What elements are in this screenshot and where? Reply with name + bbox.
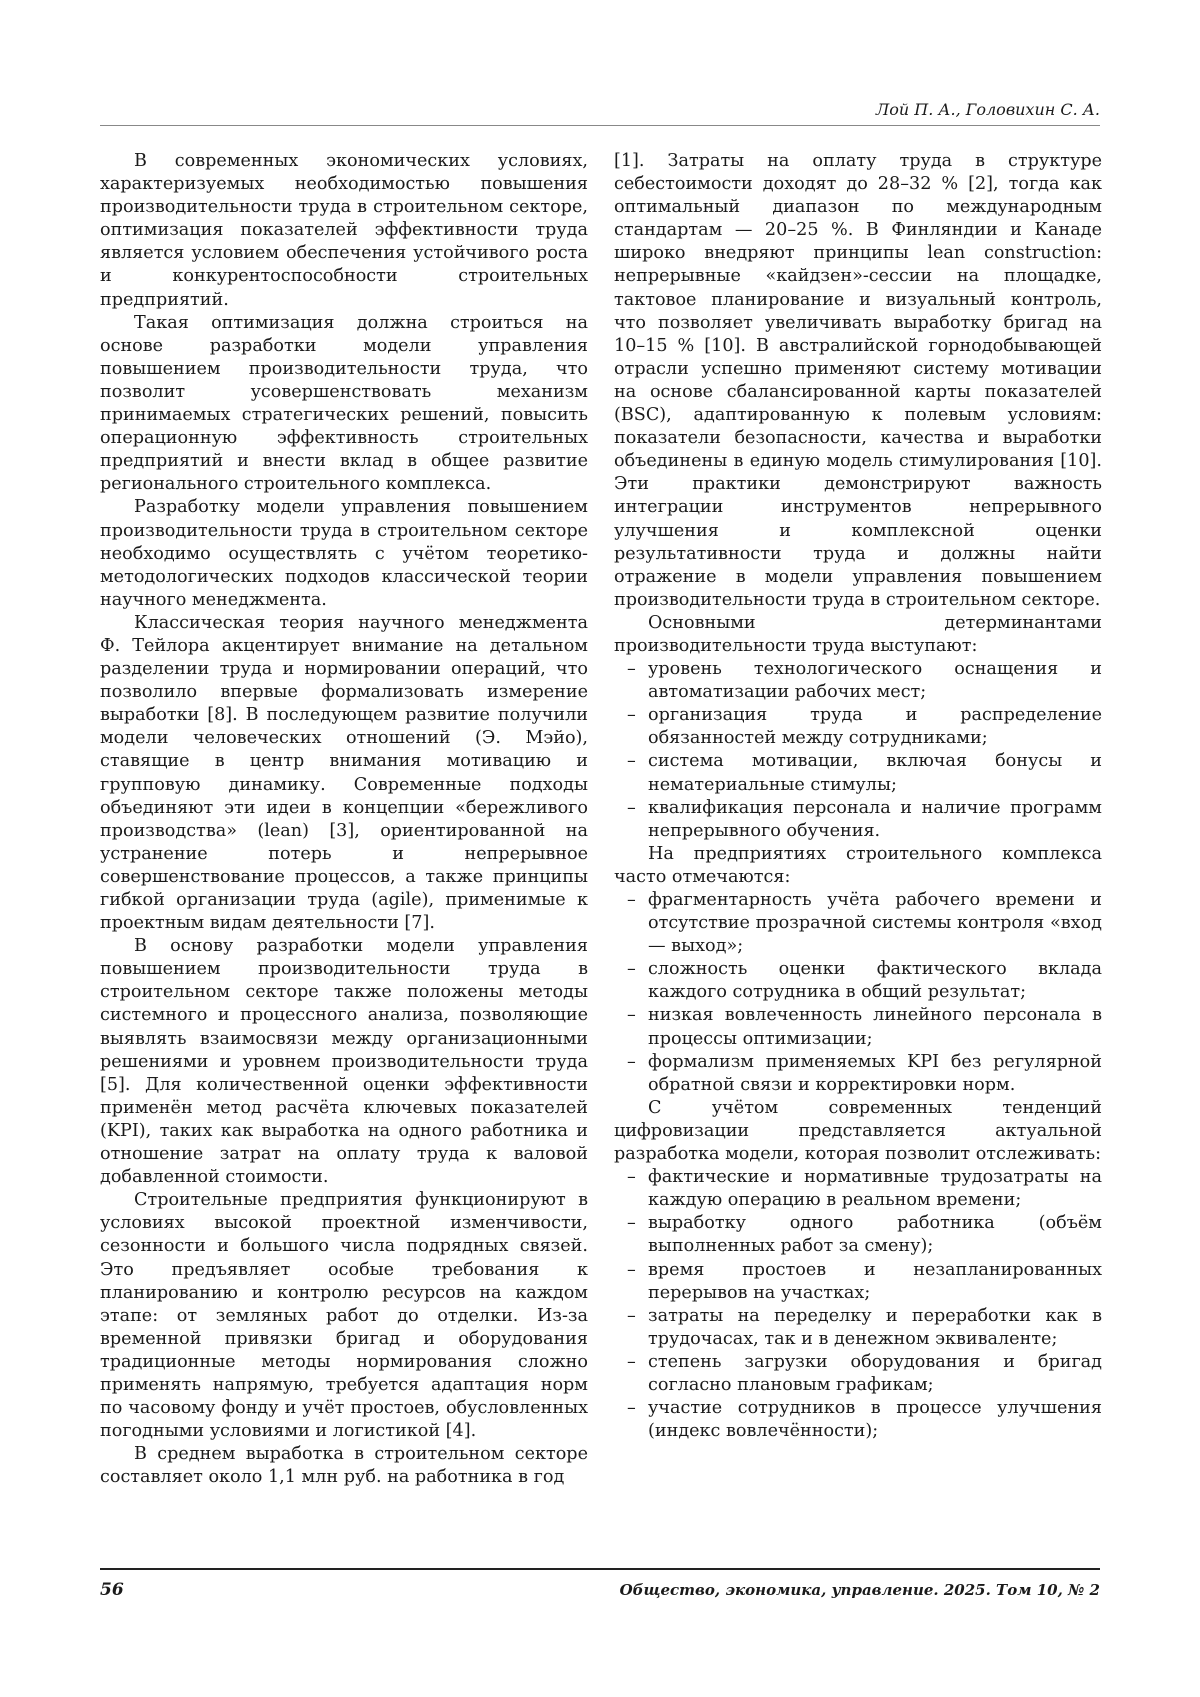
list-intro: С учётом современных тенденций цифровизации представляется актуальной разработка модели, которая позволит отслеживать: (614, 1097, 1102, 1165)
list-item-text: время простоев и незапланированных перерывов на участках; (648, 1259, 1102, 1303)
paragraph: Разработку модели управления повышением производительности труда в строительном секторе необходимо осуществлять с учётом теоретико-методологических подходов классической теории научного менеджмента. (100, 497, 588, 610)
list-item-text: участие сотрудников в процессе улучшения (индекс вовлечённости); (648, 1398, 1102, 1442)
problems-list (614, 889, 1102, 1097)
dash-bullet: – (627, 1167, 636, 1188)
paragraph: Классическая теория научного менеджмента Ф. Тейлора акцентирует внимание на детальном разделении труда и нормировании операций, что позволило впервые формализовать измерение выработки [8]. В последующем развитие получили модели человеческих отношений (Э. Мэйо), ставящие в центр внимания мотивацию и групповую динамику. Современные подходы объединяют эти идеи в концепции «бережливого производства» (lean) [3], ориентированной на устранение потерь и непрерывное совершенствование процессов, а также принципы гибкой организации труда (agile), применимые к проектным видам деятельности [7]. (100, 612, 588, 934)
paragraph: [1]. Затраты на оплату труда в структуре себестоимости доходят до 28–32 % [2], тогда как оптимальный диапазон по международным стандартам — 20–25 %. В Финляндии и Канаде широко внедряют принципы lean construction: непрерывные «кайдзен»-сессии на площадке, тактовое планирование и визуальный контроль, что позволяет увеличивать выработку бригад на 10–15 % [10]. В австралийской горнодобывающей отрасли успешно применяют систему мотивации на основе сбалансированной карты показателей (BSC), адаптированную к полевым условиям: показатели безопасности, качества и выработки объединены в единую модель стимулирования [10]. Эти практики демонстрируют важность интеграции инструментов непрерывного улучшения и комплексной оценки результативности труда и должны найти отражение в модели управления повышением производительности труда в строительном секторе. (614, 151, 1102, 610)
list-item (614, 1051, 1102, 1097)
list-item (614, 1166, 1102, 1212)
list-item (614, 1004, 1102, 1050)
list-item (614, 1397, 1102, 1443)
list-item-text: сложность оценки фактического вклада каждого сотрудника в общий результат; (648, 959, 1102, 1003)
dash-bullet: – (627, 659, 636, 680)
dash-bullet: – (627, 1351, 636, 1372)
header-divider (100, 125, 1100, 126)
dash-bullet: – (627, 890, 636, 910)
tracking-list (614, 1166, 1102, 1443)
list-item (614, 658, 1102, 704)
list-item (614, 750, 1102, 796)
dash-bullet: – (627, 705, 636, 726)
list-item (614, 889, 1102, 958)
list-item-text: низкая вовлеченность линейного персонала в процессы оптимизации; (648, 1005, 1102, 1049)
list-intro: Основными детерминантами производительности труда выступают: (614, 612, 1102, 656)
list-item (614, 1212, 1102, 1258)
list-item-text: система мотивации, включая бонусы и нематериальные стимулы; (648, 751, 1102, 795)
paragraph: Строительные предприятия функционируют в условиях высокой проектной изменчивости, сезонности и большого числа подрядных связей. Это предъявляет особые требования к планированию и контролю ресурсов на каждом этапе: от земляных работ до отделки. Из-за временной привязки бригад и оборудования традиционные методы нормирования сложно применять напрямую, требуется адаптация норм по часовому фонду и учёт простоев, обусловленных погодными условиями и логистикой [4]. (100, 1190, 588, 1442)
list-item (614, 1305, 1102, 1351)
list-item-text: формализм применяемых KPI без регулярной обратной связи и корректировки норм. (648, 1051, 1102, 1095)
paragraph: В современных экономических условиях, характеризуемых необходимостью повышения производительности труда в строительном секторе, оптимизация показателей эффективности труда является условием обеспечения устойчивого роста и конкурентоспособности строительных предприятий. (100, 151, 588, 310)
list-item-text: организация труда и распределение обязанностей между сотрудниками; (648, 705, 1102, 749)
list-item-text: уровень технологического оснащения и автоматизации рабочих мест; (648, 659, 1102, 703)
list-item (614, 704, 1102, 750)
list-item-text: фрагментарность учёта рабочего времени и отсутствие прозрачной системы контроля «вход — выход»; (648, 890, 1102, 957)
list-item-text: затраты на переделку и переработки как в трудочасах, так и в денежном эквиваленте; (648, 1305, 1102, 1349)
paragraph: Такая оптимизация должна строиться на основе разработки модели управления повышением производительности труда, что позволит усовершенствовать механизм принимаемых стратегических решений, повысить операционную эффективность строительных предприятий и внести вклад в общее развитие регионального строительного комплекса. (100, 312, 588, 495)
right-column (614, 150, 1102, 1443)
paragraph: В среднем выработка в строительном секторе составляет около 1,1 млн руб. на работника в год (100, 1444, 588, 1488)
dash-bullet: – (627, 797, 636, 818)
list-item-text: квалификация персонала и наличие программ непрерывного обучения. (648, 797, 1102, 841)
list-item-text: фактические и нормативные трудозатраты на каждую операцию в реальном времени; (648, 1167, 1102, 1211)
dash-bullet: – (627, 1305, 636, 1326)
dash-bullet: – (627, 1005, 636, 1026)
journal-citation: Общество, экономика, управление. 2025. Том 10, № 2 (619, 1581, 1100, 1599)
left-column (100, 150, 588, 1489)
running-header-authors: Лой П. А., Головихин С. А. (875, 100, 1100, 119)
list-item (614, 1351, 1102, 1397)
list-item-text: степень загрузки оборудования и бригад согласно плановым графикам; (648, 1351, 1102, 1395)
list-item (614, 958, 1102, 1004)
dash-bullet: – (627, 1398, 636, 1419)
dash-bullet: – (627, 959, 636, 980)
list-intro: На предприятиях строительного комплекса часто отмечаются: (614, 843, 1102, 887)
determinants-list (614, 658, 1102, 843)
dash-bullet: – (627, 751, 636, 772)
page-number: 56 (100, 1580, 124, 1600)
list-item-text: выработку одного работника (объём выполненных работ за смену); (648, 1213, 1102, 1257)
list-item (614, 1259, 1102, 1305)
dash-bullet: – (627, 1213, 636, 1234)
footer-divider (100, 1568, 1100, 1570)
list-item (614, 797, 1102, 843)
dash-bullet: – (627, 1051, 636, 1072)
paragraph: В основу разработки модели управления повышением производительности труда в строительном секторе также положены методы системного и процессного анализа, позволяющие выявлять взаимосвязи между организационными решениями и уровнем производительности труда [5]. Для количественной оценки эффективности применён метод расчёта ключевых показателей (KPI), таких как выработка на одного работника и отношение затрат на оплату труда к валовой добавленной стоимости. (100, 936, 588, 1188)
dash-bullet: – (627, 1259, 636, 1280)
